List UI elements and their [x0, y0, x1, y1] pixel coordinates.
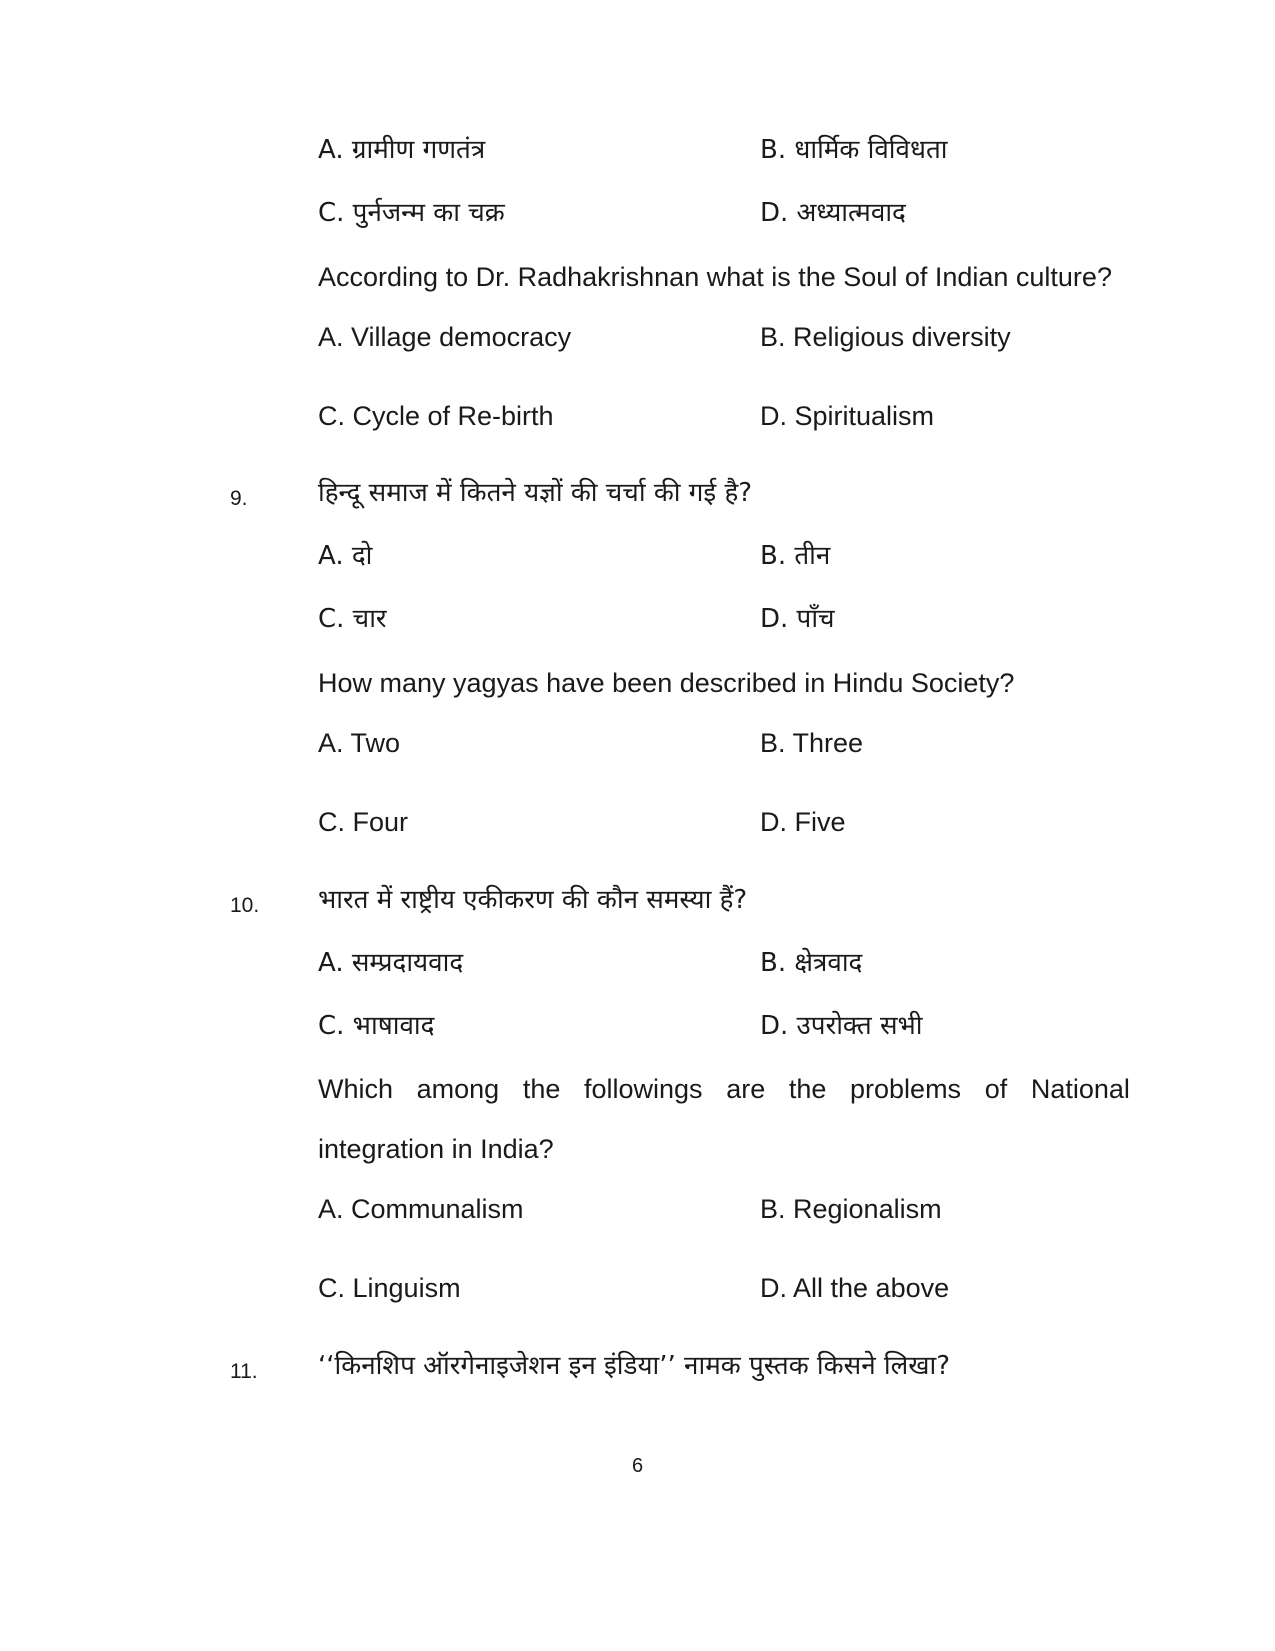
- question-word: the: [788, 1074, 827, 1104]
- q10-hindi-option-b: B. क्षेत्रवाद: [760, 948, 863, 978]
- q8-english-option-d: D. Spiritualism: [760, 401, 935, 431]
- question-word: of: [984, 1074, 1008, 1104]
- q8-hindi-option-a: A. ग्रामीण गणतंत्र: [318, 135, 486, 165]
- q10-number: 10.: [230, 894, 260, 917]
- q9-number: 9.: [230, 487, 248, 510]
- q9-hindi-option-b: B. तीन: [760, 541, 831, 571]
- q9-english-option-b: B. Three: [760, 728, 864, 758]
- q11-hindi-question: ‘‘किनशिप ऑरगेनाइजेशन इन इंडिया’’ नामक पुस्तक किसने लिखा?: [318, 1351, 951, 1381]
- q9-hindi-option-d: D. पाँच: [760, 604, 835, 634]
- q8-hindi-option-c: C. पुर्नजन्म का चक्र: [318, 198, 505, 228]
- q10-hindi-option-a: A. सम्प्रदायवाद: [318, 948, 464, 978]
- q8-english-question: According to Dr. Radhakrishnan what is the Soul of Indian culture?: [318, 262, 1112, 292]
- q8-hindi-option-d: D. अध्यात्मवाद: [760, 198, 906, 228]
- q8-hindi-option-b: B. धार्मिक विविधता: [760, 135, 948, 165]
- question-word: are: [726, 1074, 766, 1104]
- question-word: problems: [850, 1074, 962, 1104]
- question-word: the: [522, 1074, 561, 1104]
- page-number: 6: [631, 1455, 644, 1477]
- q9-hindi-option-c: C. चार: [318, 604, 387, 634]
- question-word: National: [1030, 1074, 1130, 1104]
- q10-hindi-question: भारत में राष्ट्रीय एकीकरण की कौन समस्या हैं?: [318, 885, 748, 915]
- question-word: Which: [318, 1074, 394, 1104]
- q8-english-option-b: B. Religious diversity: [760, 322, 1011, 352]
- q10-english-option-a: A. Communalism: [318, 1194, 524, 1224]
- q9-english-option-c: C. Four: [318, 807, 409, 837]
- q8-english-option-c: C. Cycle of Re-birth: [318, 401, 554, 431]
- q9-english-question: How many yagyas have been described in Hindu Society?: [318, 668, 1015, 698]
- q9-english-option-d: D. Five: [760, 807, 846, 837]
- q11-number: 11.: [230, 1360, 258, 1383]
- q10-english-option-b: B. Regionalism: [760, 1194, 942, 1224]
- q9-english-option-a: A. Two: [318, 728, 401, 758]
- q10-english-option-c: C. Linguism: [318, 1273, 461, 1303]
- q9-hindi-option-a: A. दो: [318, 541, 373, 571]
- q10-english-question-line2: integration in India?: [318, 1134, 554, 1164]
- question-word: followings: [584, 1074, 703, 1104]
- q10-english-option-d: D. All the above: [760, 1273, 950, 1303]
- question-word: among: [416, 1074, 500, 1104]
- q10-english-question-line1: [318, 1076, 1130, 1103]
- q10-hindi-option-d: D. उपरोक्त सभी: [760, 1011, 923, 1041]
- q10-hindi-option-c: C. भाषावाद: [318, 1011, 435, 1041]
- q8-english-option-a: A. Village democracy: [318, 322, 572, 352]
- q9-hindi-question: हिन्दू समाज में कितने यज्ञों की चर्चा की गई है?: [318, 478, 753, 508]
